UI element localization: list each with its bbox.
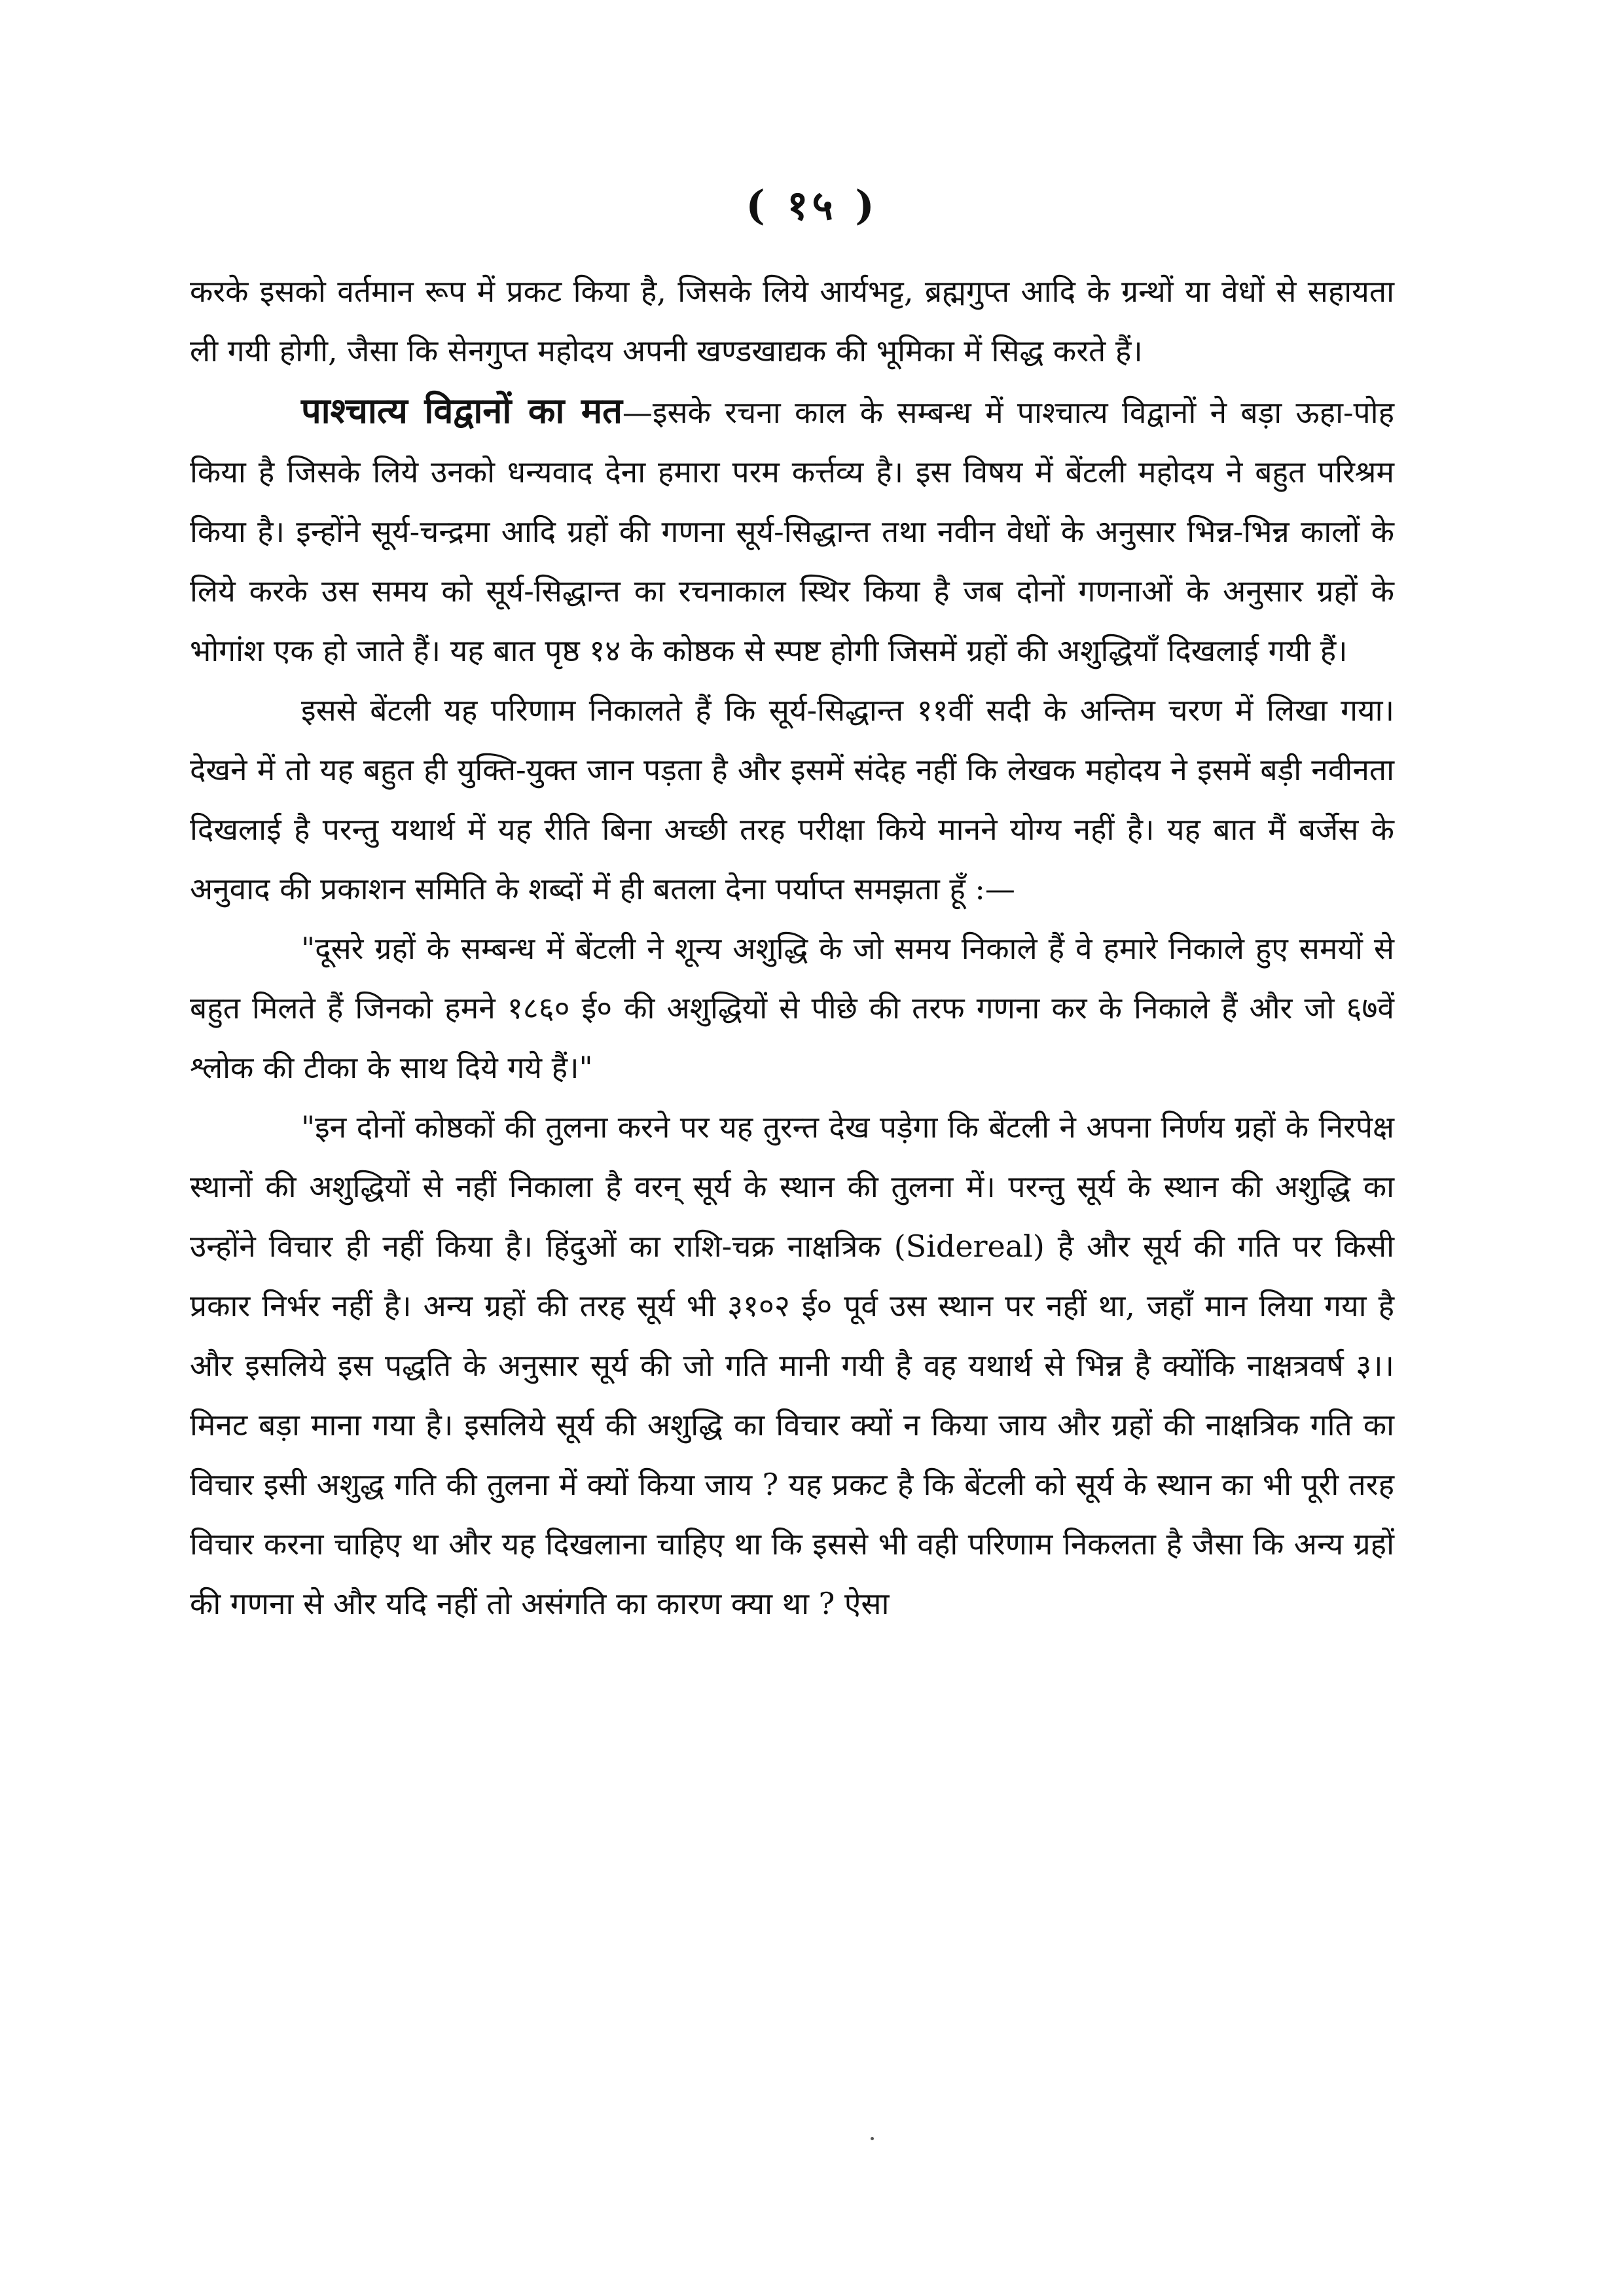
quotation-second: "इन दोनों कोष्ठकों की तुलना करने पर यह तुरन्त देख पड़ेगा कि बेंटली ने अपना निर्णय ग्रहों के निरपेक्ष स्थानों की अशुद्धियों से नहीं निकाला है वरन् सूर्य के स्थान की तुलना में। परन्तु सूर्य के स्थान की अशुद्धि का उन्होंने विचार ही नहीं किया है। हिंदुओं का राशि-चक्र नाक्षत्रिक (Sidereal) है और सूर्य की गति पर किसी प्रकार निर्भर नहीं है। अन्य ग्रहों की तरह सूर्य भी ३१०२ ई० पूर्व उस स्थान पर नहीं था, जहाँ मान लिया गया है और इसलिये इस पद्धति के अनुसार सूर्य की जो गति मानी गयी है वह यथार्थ से भिन्न है क्योंकि नाक्षत्रवर्ष ३।। मिनट बड़ा माना गया है। इसलिये सूर्य की अशुद्धि का विचार क्यों न किया जाय और ग्रहों की नाक्षत्रिक गति का विचार इसी अशुद्ध गति की तुलना में क्यों किया जाय ? यह प्रकट है कि बेंटली को सूर्य के स्थान का भी पूरी तरह विचार करना चाहिए था और यह दिखलाना चाहिए था कि इससे भी वही परिणाम निकलता है जैसा कि अन्य ग्रहों की गणना से और यदि नहीं तो असंगति का कारण क्या था ? ऐसा xyxy=(190,1109,1394,1621)
paragraph-western-scholars xyxy=(190,381,1394,681)
page-number: ( १५ ) xyxy=(746,181,878,229)
print-speck xyxy=(871,2137,874,2140)
paragraph-text: —इसके रचना काल के सम्बन्ध में पाश्चात्य विद्वानों ने बड़ा ऊहा-पोह किया है जिसके लिये उनको धन्यवाद देना हमारा परम कर्त्तव्य है। इस विषय में बेंटली महोदय ने बहुत परिश्रम किया है। इन्होंने सूर्य-चन्द्रमा आदि ग्रहों की गणना सूर्य-सिद्धान्त तथा नवीन वेधों के अनुसार भिन्न-भिन्न कालों के लिये करके उस समय को सूर्य-सिद्धान्त का रचनाकाल स्थिर किया है जब दोनों गणनाओं के अनुसार ग्रहों के भोगांश एक हो जाते हैं। यह बात पृष्ठ १४ के कोष्ठक से स्पष्ट होगी जिसमें ग्रहों की अशुद्धियाँ दिखलाई गयी हैं। xyxy=(190,395,1394,668)
quotation-first: "दूसरे ग्रहों के सम्बन्ध में बेंटली ने शून्य अशुद्धि के जो समय निकाले हैं वे हमारे निकाले हुए समयों से बहुत मिलते हैं जिनको हमने १८६० ई० की अशुद्धियों से पीछे की तरफ गणना कर के निकाले हैं और जो ६७वें श्लोक की टीका के साथ दिये गये हैं।" xyxy=(190,931,1394,1085)
paragraph-continuation: करके इसको वर्तमान रूप में प्रकट किया है, जिसके लिये आर्यभट्ट, ब्रह्मगुप्त आदि के ग्रन्थों या वेधों से सहायता ली गयी होगी, जैसा कि सेनगुप्त महोदय अपनी खण्डखाद्यक की भूमिका में सिद्ध करते हैं। xyxy=(190,274,1394,368)
paragraph-bentley-conclusion: इससे बेंटली यह परिणाम निकालते हैं कि सूर्य-सिद्धान्त ११वीं सदी के अन्तिम चरण में लिखा गया। देखने में तो यह बहुत ही युक्ति-युक्त जान पड़ता है और इसमें संदेह नहीं कि लेखक महोदय ने इसमें बड़ी नवीनता दिखलाई है परन्तु यथार्थ में यह रीति बिना अच्छी तरह परीक्षा किये मानने योग्य नहीं है। यह बात मैं बर्जेस के अनुवाद की प्रकाशन समिति के शब्दों में ही बतला देना पर्याप्त समझता हूँ :— xyxy=(190,692,1394,906)
body-text xyxy=(190,262,1394,1634)
paragraph-heading: पाश्चात्य विद्वानों का मत xyxy=(301,389,623,431)
